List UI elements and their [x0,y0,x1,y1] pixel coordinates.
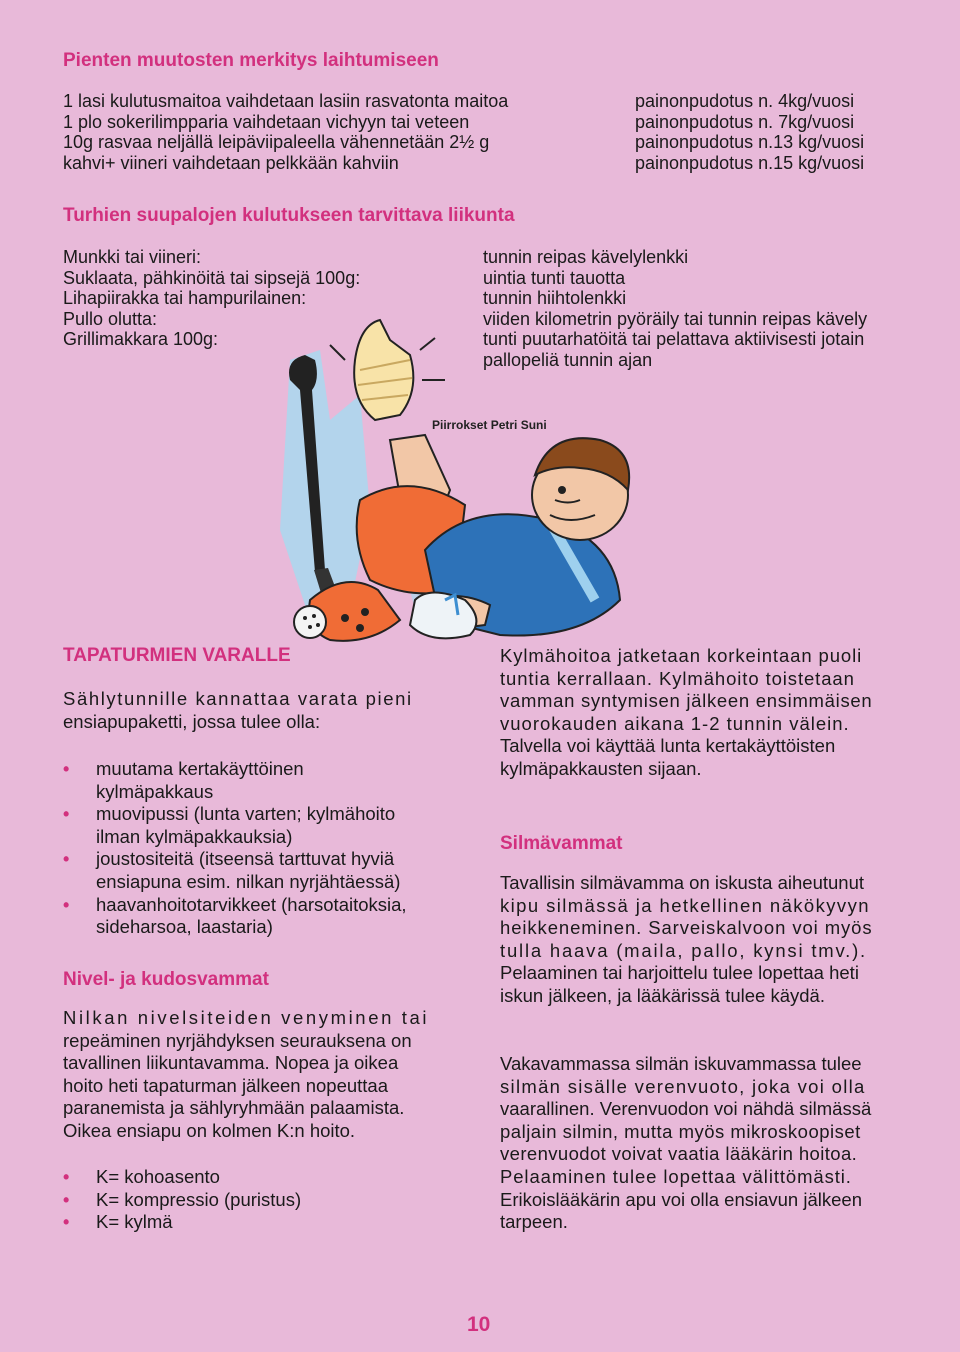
kit-item: • haavanhoitotarvikkeet (harsotaitoksia, sideharsoa, laastaria) [63,893,407,938]
result-item: painonpudotus n.13 kg/vuosi [635,132,865,152]
bullet-icon: • [63,1167,70,1187]
para-line: tavallinen liikuntavamma. Nopea ja oikea [63,1052,399,1074]
kit-item: • muutama kertakäyttöinen kylmäpakkaus [63,758,304,802]
para-line: iskun jälkeen, ja lääkärissä tulee käydä. [500,984,825,1006]
para-line: Pelaaminen tai harjoittelu tulee lopettaa heti [500,962,859,984]
results-list [635,91,915,173]
para-line: vaarallinen. Verenvuodon voi nähdä silmässä [500,1098,872,1120]
para-line: heikkeneminen. Sarveiskalvoon voi myös [500,917,873,939]
para-line: Oikea ensiapu on kolmen K:n hoito. [63,1119,356,1141]
para-line: repeäminen nyrjähdyksen seurauksena on [63,1029,412,1051]
section-heading-exercise: Turhien suupalojen kulutukseen tarvittava liikunta [63,205,515,226]
joint-injury-paragraph [63,1007,449,1143]
bullet-icon: • [63,849,70,870]
result-item: painonpudotus n. 4kg/vuosi [635,91,855,111]
kit-intro-line: ensiapupaketti, jossa tulee olla: [63,710,321,732]
food-item: Suklaata, pähkinöitä tai sipsejä 100g: [63,267,361,288]
kit-intro [63,688,449,733]
first-aid-kit-list [63,758,463,939]
change-item: 1 lasi kulutusmaitoa vaihdetaan lasiin rasvatonta maitoa [63,91,509,111]
change-item: 1 plo sokerilimpparia vaihdetaan vichyyn tai veteen [63,111,470,132]
para-line: Talvella voi käyttää lunta kertakäyttöisten [500,735,836,757]
section-heading-eye-injuries: Silmävammat [500,833,623,854]
section-heading-weight-loss: Pienten muutosten merkitys laihtumiseen [63,50,439,71]
para-line: Nilkan nivelsiteiden venyminen tai [63,1007,430,1028]
illustration-credit: Piirrokset Petri Suni [432,418,547,432]
food-item: Pullo olutta: [63,308,158,329]
change-item: kahvi+ viineri vaihdetaan pelkkään kahviin [63,152,399,173]
bullet-icon: • [63,1189,70,1210]
bullet-icon: • [63,894,70,915]
injured-floorball-player-illustration [250,300,670,650]
para-line: vamman syntymisen jälkeen ensimmäisen [500,690,873,712]
para-line: kylmäpakkausten sijaan. [500,757,702,779]
exercise-line: tunti puutarhatöitä tai pelattava aktiivisesti jotain [483,329,865,349]
kit-intro-line: Sählytunnille kannattaa varata pieni [63,688,413,709]
three-k-list [63,1166,463,1234]
kit-item: • muovipussi (lunta varten; kylmähoito ilman kylmäpakkauksia) [63,803,396,847]
result-item: painonpudotus n. 7kg/vuosi [635,111,855,132]
k-item: • K= kohoasento [63,1166,220,1187]
para-line: Kylmähoitoa jatketaan korkeintaan puoli [500,645,863,666]
exercise-line: pallopeliä tunnin ajan [483,349,653,370]
para-line: vuorokauden aikana 1-2 tunnin välein. [500,712,850,734]
eye-injury-paragraph [500,872,900,1008]
result-item: painonpudotus n.15 kg/vuosi [635,152,865,173]
para-line: Vakavammassa silmän iskuvammassa tulee [500,1053,862,1074]
exercise-line: uintia tunti tauotta [483,267,626,288]
section-heading-accidents: TAPATURMIEN VARALLE [63,645,291,666]
food-item: Grillimakkara 100g: [63,329,219,349]
food-item: Lihapiirakka tai hampurilainen: [63,288,307,308]
para-line: kipu silmässä ja hetkellinen näkökyvyn [500,894,870,916]
exercise-line: viiden kilometrin pyöräily tai tunnin reipas kävely [483,308,868,329]
k-item: • K= kylmä [63,1211,173,1233]
para-line: tulla haava (maila, pallo, kynsi tmv.). [500,939,867,961]
bullet-icon: • [63,804,70,825]
exercise-line: tunnin reipas kävelylenkki [483,247,689,267]
para-line: silmän sisälle verenvuoto, joka voi olla [500,1075,866,1097]
bullet-icon: • [63,759,70,779]
k-item: • K= kompressio (puristus) [63,1188,302,1210]
section-heading-joint-injuries: Nivel- ja kudosvammat [63,969,269,990]
cold-treatment-paragraph [500,645,900,781]
para-line: Tavallisin silmävamma on iskusta aiheutunut [500,872,865,893]
exercise-line: tunnin hiihtolenkki [483,288,627,308]
changes-list [63,91,623,173]
para-line: paranemista ja sählyryhmään palaamista. [63,1097,405,1119]
food-item: Munkki tai viineri: [63,247,202,267]
para-line: paljain silmin, mutta myös mikroskoopiset [500,1120,861,1142]
para-line: verenvuodot voivat vaatia lääkärin hoitoa. [500,1143,858,1165]
bullet-icon: • [63,1212,70,1233]
change-item: 10g rasvaa neljällä leipäviipaleella vähennetään 2½ g [63,132,490,152]
page-number: 10 [467,1313,491,1336]
para-line: hoito heti tapaturman jälkeen nopeuttaa [63,1074,389,1096]
para-line: tarpeen. [500,1211,568,1233]
severe-eye-injury-paragraph [500,1053,900,1234]
para-line: Erikoislääkärin apu voi olla ensiavun jälkeen [500,1188,862,1210]
kit-item: • joustositeitä (itseensä tarttuvat hyviä ensiapuna esim. nilkan nyrjähtäessä) [63,848,401,892]
para-line: tuntia kerrallaan. Kylmähoito toistetaan [500,667,855,689]
para-line: Pelaaminen tulee lopettaa välittömästi. [500,1165,852,1187]
